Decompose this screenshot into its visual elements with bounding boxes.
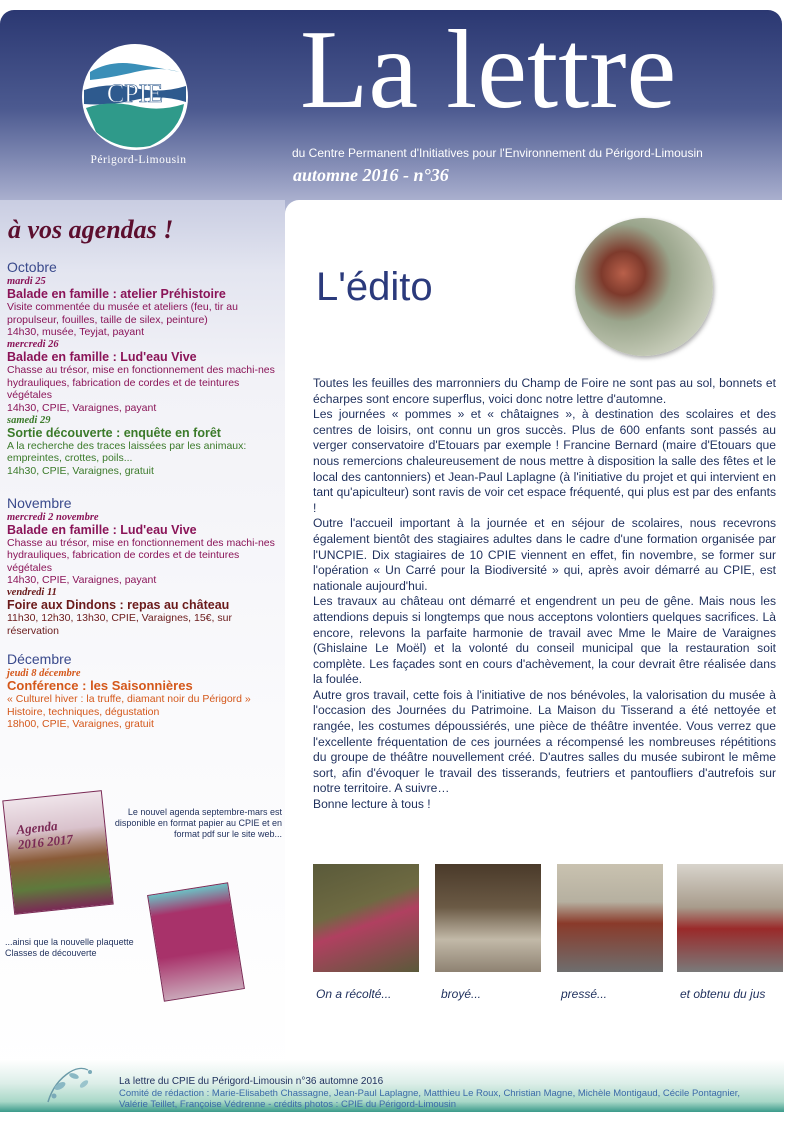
edito-paragraph: Toutes les feuilles des marronniers du Champ de Foire ne sont pas au sol, bonnets et écharpes sont encore superflus, voici donc notre lettre d'automne.	[313, 376, 776, 406]
event-title: Balade en famille : Lud'eau Vive	[7, 522, 197, 537]
photo-caption: et obtenu du jus	[680, 987, 766, 1001]
event-description: Chasse au trésor, mise en fonctionnement des machi-nes hydrauliques, fabrication de cordes et de teintures végétales	[7, 364, 275, 401]
photo-juice	[677, 864, 783, 972]
agenda-event	[7, 587, 279, 638]
cpie-logo	[80, 42, 190, 152]
event-title: Foire aux Dindons : repas au château	[7, 598, 230, 612]
event-date: mercredi 26	[7, 339, 59, 350]
logo-caption: Périgord-Limousin	[90, 154, 187, 166]
footer-title: La lettre du CPIE du Périgord-Limousin n°36 automne 2016	[119, 1076, 384, 1087]
event-info: 14h30, CPIE, Varaignes, payant	[7, 401, 157, 414]
newsletter-subtitle: du Centre Permanent d'Initiatives pour l'Environnement du Périgord-Limousin	[292, 146, 703, 160]
logo-text: CPIE	[106, 79, 164, 108]
event-description: Histoire, techniques, dégustation	[7, 705, 160, 718]
edito-paragraph: Bonne lecture à tous !	[313, 797, 431, 812]
event-date: mercredi 2 novembre	[7, 511, 99, 523]
month-heading: Octobre	[7, 259, 57, 275]
event-info: 14h30, CPIE, Varaignes, payant	[7, 574, 157, 586]
edito-paragraph: Les travaux au château ont démarré et engendrent un peu de gêne. Mais nous les attendions depuis si longtemps que nous acceptons volontiers quelques sacrifices. Là encore, relevons la parfaite harmonie de travail avec Mme le Maire de Varaignes (Ghislaine Le Moël) et la volonté du conseil municipal que la restauration soit complète. Les façades sont en cours d'achèvement, la cour devrait être réalisée dans la foulée.	[313, 594, 776, 687]
event-info: 11h30, 12h30, 13h30, CPIE, Varaignes, 15€, sur réservation	[7, 612, 232, 637]
edito-paragraph: Autre gros travail, cette fois à l'initiative de nos bénévoles, la valorisation du musée à l'occasion des Journées du Patrimoine. La Maison du Tisserand a été nettoyée et rangée, les costumes dépoussiérés, une pièce de théâtre inventée. Vous verrez que l'excellente fréquentation de ces journées a récompensé les nombreuses répétitions du groupe de théâtre nouvellement créé. D'autres salles du musée subiront le même sort, afin d'évoquer le travail des tisserands, feutriers et pantoufliers d'autrefois sur notre territoire. A suivre…	[313, 687, 776, 796]
agenda-list	[7, 258, 279, 731]
edito-paragraph: Outre l'accueil important à la journée et en séjour de scolaires, nous recevrons également bientôt des stagiaires adultes dans le cadre d'une formation organisée par l'UNCPIE. Dix stagiaires de 10 CPIE viennent en effet, fin novembre, se former sur l'opération « Un Carré pour la Biodiversité » qui, après avoir démarré au CPIE, est nationale aujourd'hui.	[313, 516, 776, 593]
agenda-event	[7, 512, 279, 588]
photo-caption: On a récolté...	[316, 987, 392, 1001]
leaf-decoration-icon	[40, 1062, 102, 1110]
agenda-brochure-cover	[2, 790, 113, 915]
newsletter-title: La lettre	[300, 8, 677, 132]
event-date: mardi 25	[7, 276, 46, 287]
event-info: 18h00, CPIE, Varaignes, gratuit	[7, 718, 154, 730]
event-description: A la recherche des traces laissées par les animaux: empreintes, crottes, poils...	[7, 439, 247, 464]
photo-crushing	[435, 864, 541, 972]
month-heading: Décembre	[7, 651, 72, 667]
brochure-cover-text: Agenda 2016 2017	[15, 817, 74, 853]
event-description: Visite commentée du musée et ateliers (feu, tir au propulseur, fouilles, taille de silex, peinture)	[7, 301, 238, 326]
event-info: 14h30, CPIE, Varaignes, gratuit	[7, 464, 154, 477]
agenda-note: Le nouvel agenda septembre-mars est disponible en format papier au CPIE et en format pdf sur le site web...	[114, 807, 282, 839]
event-title: Balade en famille : atelier Préhistoire	[7, 287, 226, 301]
footer-credits: Comité de rédaction : Marie-Elisabeth Chassagne, Jean-Paul Laplagne, Matthieu Le Roux, Christian Magne, Michèle Montigaud, Cécile Pontagnier, Valérie Teillet, Françoise Védrenne - crédits photos : CPIE du Périgord-Limousin	[119, 1088, 741, 1110]
issue-number: automne 2016 - n°36	[293, 165, 449, 185]
agenda-event	[7, 276, 279, 339]
event-title: Sortie découverte : enquête en forêt	[7, 425, 221, 440]
apple-photo	[575, 218, 713, 356]
event-date: samedi 29	[7, 414, 51, 426]
event-title: Balade en famille : Lud'eau Vive	[7, 350, 197, 364]
edito-title: L'édito	[316, 265, 433, 309]
agenda-heading: à vos agendas !	[8, 215, 174, 244]
event-description: Chasse au trésor, mise en fonctionnement des machi-nes hydrauliques, fabrication de cordes et de teintures végétales	[7, 536, 275, 574]
photo-caption: pressé...	[561, 987, 608, 1001]
event-subtitle: « Culturel hiver : la truffe, diamant noir du Périgord »	[7, 693, 251, 705]
edito-paragraph: Les journées « pommes » et « châtaignes », à destination des scolaires et des centres de loisirs, ont connu un gros succès. Plus de 600 enfants sont passés au verger conservatoire d'Etouars par exemple ! Francine Bernard (maire d'Etouars que nous remercions chaleureusement de nous mettre à disposition la salle des fêtes et le local des cantonniers) et Jean-Paul Laplagne (à l'initiative du projet et qui intervient en tant qu'apiculteur) sont ravis de voir cet espace fréquenté, qui plus est par des enfants !	[313, 407, 776, 515]
event-info: 14h30, musée, Teyjat, payant	[7, 326, 144, 338]
agenda-event	[7, 668, 279, 731]
event-date: jeudi 8 décembre	[7, 668, 81, 679]
agenda-event	[7, 415, 279, 478]
classes-brochure-cover	[147, 882, 245, 1001]
event-date: vendredi 11	[7, 587, 57, 598]
brochure-note: ...ainsi que la nouvelle plaquette Classes de découverte	[5, 937, 134, 958]
photo-harvest	[313, 864, 419, 972]
photo-caption: broyé...	[441, 987, 482, 1001]
edito-body	[313, 376, 776, 813]
photo-pressing	[557, 864, 663, 972]
month-heading: Novembre	[7, 494, 72, 511]
agenda-event	[7, 339, 279, 415]
event-title: Conférence : les Saisonnières	[7, 678, 193, 693]
